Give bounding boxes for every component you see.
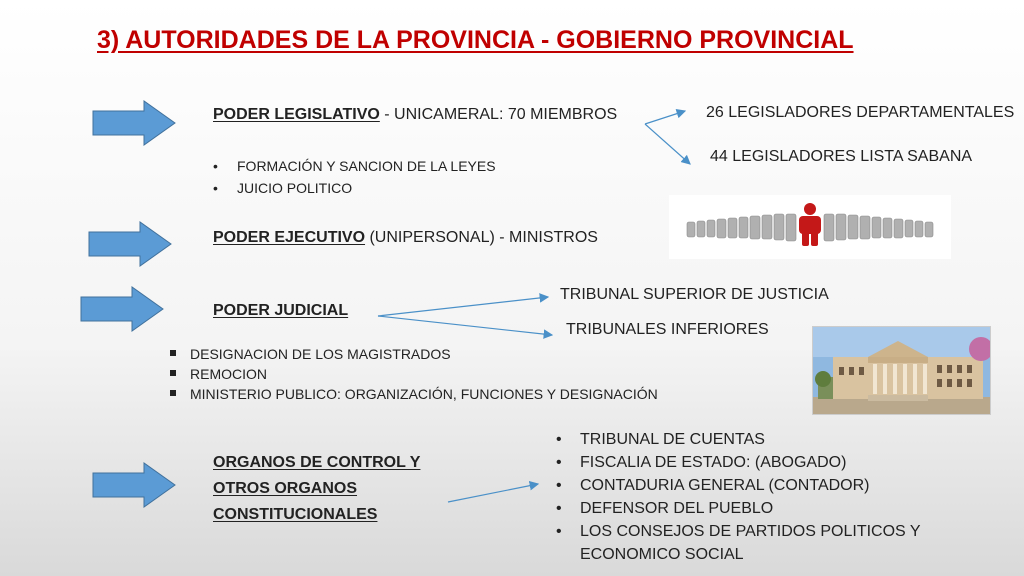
list-item: • TRIBUNAL DE CUENTAS: [556, 428, 921, 451]
courthouse-photo: [812, 326, 991, 415]
list-item: • LOS CONSEJOS DE PARTIDOS POLITICOS Y: [556, 520, 921, 543]
page-title: 3) AUTORIDADES DE LA PROVINCIA - GOBIERNO PROVINCIAL: [97, 26, 854, 54]
list-item: • FISCALIA DE ESTADO: (ABOGADO): [556, 451, 921, 474]
judicial-bullets: [168, 344, 658, 404]
legislativo-heading: PODER LEGISLATIVO: [213, 106, 380, 123]
ejecutivo-heading: PODER EJECUTIVO: [213, 229, 366, 246]
legislativo-detail: - UNICAMERAL: 70 MIEMBROS: [379, 106, 618, 123]
organos-heading-line: ORGANOS DE CONTROL Y: [213, 454, 421, 471]
leader-figure-icon: [669, 195, 951, 259]
legislativo-branch-1: 26 LEGISLADORES DEPARTAMENTALES: [706, 104, 1015, 121]
judicial-branch-1: TRIBUNAL SUPERIOR DE JUSTICIA: [560, 286, 829, 303]
list-item: • CONTADURIA GENERAL (CONTADOR): [556, 474, 921, 497]
judicial-heading: PODER JUDICIAL: [213, 302, 349, 319]
ejecutivo-line: [213, 229, 598, 247]
legislativo-bullets: [213, 155, 496, 199]
list-item: • FORMACIÓN Y SANCION DE LA LEYES: [213, 155, 496, 177]
list-item: MINISTERIO PUBLICO: ORGANIZACIÓN, FUNCIONES Y DESIGNACIÓN: [168, 384, 658, 404]
list-item: REMOCION: [168, 364, 658, 384]
organos-heading-line: CONSTITUCIONALES: [213, 506, 378, 523]
list-item-continuation: ECONOMICO SOCIAL: [580, 546, 744, 563]
legislativo-line: [213, 106, 617, 124]
list-item: • JUICIO POLITICO: [213, 177, 496, 199]
judicial-branch-2: TRIBUNALES INFERIORES: [566, 321, 769, 338]
ejecutivo-detail: (UNIPERSONAL) - MINISTROS: [365, 229, 598, 246]
list-item: • DEFENSOR DEL PUEBLO: [556, 497, 921, 520]
organos-heading: [213, 450, 420, 528]
list-item: DESIGNACION DE LOS MAGISTRADOS: [168, 344, 658, 364]
legislativo-branch-2: 44 LEGISLADORES LISTA SABANA: [710, 148, 973, 165]
organos-bullets: [556, 428, 921, 566]
organos-heading-line: OTROS ORGANOS: [213, 480, 358, 497]
